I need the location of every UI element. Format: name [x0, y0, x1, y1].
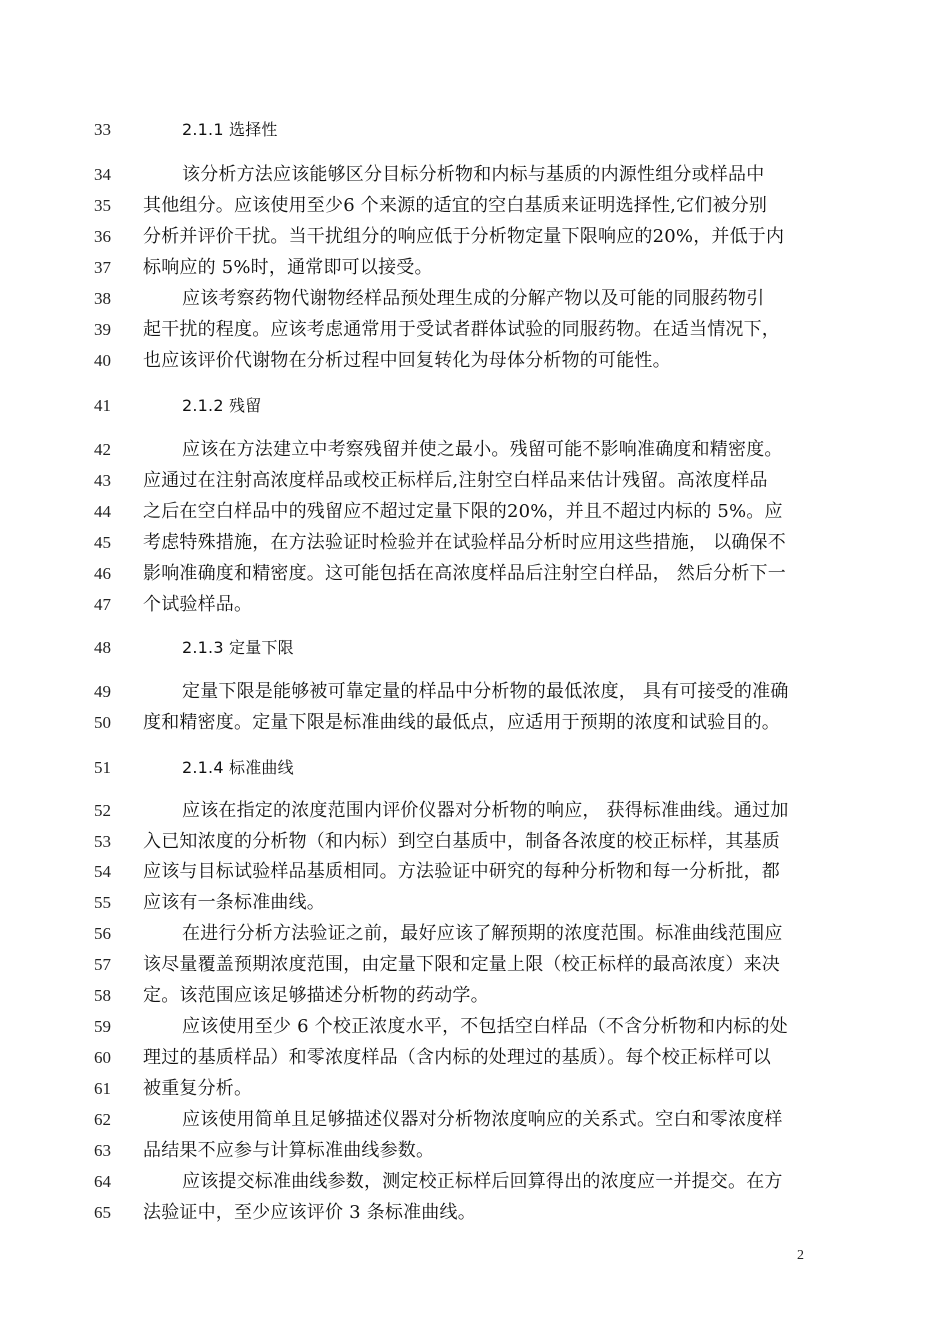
- line-number: 58: [94, 986, 111, 1005]
- line-number: 63: [94, 1141, 111, 1160]
- paragraph-text: 理过的基质样品）和零浓度样品（含内标的处理过的基质）。每个校正标样可以: [143, 1047, 771, 1068]
- section-heading-2-1-1: 2.1.1 选择性: [182, 120, 278, 139]
- line-number: 48: [94, 638, 111, 657]
- line-number: 37: [94, 258, 111, 277]
- line-number: 41: [94, 396, 111, 415]
- line-number: 39: [94, 320, 111, 339]
- line-53: [0, 827, 950, 857]
- line-number: 64: [94, 1172, 111, 1191]
- paragraph-text: 标响应的 5%时，通常即可以接受。: [143, 257, 433, 278]
- line-62: [0, 1105, 950, 1135]
- line-number: 54: [94, 862, 111, 881]
- line-43: [0, 466, 950, 496]
- line-number: 35: [94, 196, 111, 215]
- paragraph-text: 应该使用简单且足够描述仪器对分析物浓度响应的关系式。空白和零浓度样: [182, 1109, 783, 1130]
- line-65: [0, 1198, 950, 1228]
- line-51: [0, 753, 950, 783]
- section-heading-2-1-4: 2.1.4 标准曲线: [182, 758, 294, 777]
- line-39: [0, 315, 950, 345]
- paragraph-text: 应该有一条标准曲线。: [143, 892, 325, 913]
- section-heading-2-1-3: 2.1.3 定量下限: [182, 638, 294, 657]
- page-number: 2: [797, 1248, 804, 1263]
- paragraph-text: 应该在指定的浓度范围内评价仪器对分析物的响应， 获得标准曲线。通过加: [182, 800, 789, 821]
- paragraph-text: 考虑特殊措施，在方法验证时检验并在试验样品分析时应用这些措施， 以确保不: [143, 532, 786, 553]
- line-number: 34: [94, 165, 111, 184]
- paragraph-text: 应通过在注射高浓度样品或校正标样后,注射空白样品来估计残留。高浓度样品: [143, 470, 768, 491]
- paragraph-text: 法验证中，至少应该评价 3 条标准曲线。: [143, 1202, 476, 1223]
- line-54: [0, 857, 950, 887]
- paragraph-text: 应该在方法建立中考察残留并使之最小。残留可能不影响准确度和精密度。: [182, 439, 783, 460]
- line-number: 65: [94, 1203, 111, 1222]
- line-42: [0, 435, 950, 465]
- line-58: [0, 981, 950, 1011]
- line-number: 45: [94, 533, 111, 552]
- line-47: [0, 590, 950, 620]
- section-heading-2-1-2: 2.1.2 残留: [182, 396, 262, 415]
- line-50: [0, 708, 950, 738]
- line-number: 38: [94, 289, 111, 308]
- paragraph-text: 应该提交标准曲线参数，测定校正标样后回算得出的浓度应一并提交。在方: [182, 1171, 783, 1192]
- line-number: 55: [94, 893, 111, 912]
- line-number: 57: [94, 955, 111, 974]
- line-number: 44: [94, 502, 111, 521]
- line-60: [0, 1043, 950, 1073]
- line-number: 42: [94, 440, 111, 459]
- line-33: [0, 115, 950, 145]
- paragraph-text: 影响准确度和精密度。这可能包括在高浓度样品后注射空白样品， 然后分析下一: [143, 563, 786, 584]
- line-59: [0, 1012, 950, 1042]
- paragraph-text: 品结果不应参与计算标准曲线参数。: [143, 1140, 435, 1161]
- line-37: [0, 253, 950, 283]
- line-40: [0, 346, 950, 376]
- line-number: 33: [94, 120, 111, 139]
- paragraph-text: 应该与目标试验样品基质相同。方法验证中研究的每种分析物和每一分析批，都: [143, 861, 780, 882]
- line-number: 52: [94, 801, 111, 820]
- paragraph-text: 被重复分析。: [143, 1078, 253, 1099]
- line-57: [0, 950, 950, 980]
- line-61: [0, 1074, 950, 1104]
- line-36: [0, 222, 950, 252]
- paragraph-text: 该分析方法应该能够区分目标分析物和内标与基质的内源性组分或样品中: [182, 164, 765, 185]
- line-number: 36: [94, 227, 111, 246]
- line-number: 50: [94, 713, 111, 732]
- line-number: 46: [94, 564, 111, 583]
- paragraph-text: 在进行分析方法验证之前，最好应该了解预期的浓度范围。标准曲线范围应: [182, 923, 783, 944]
- line-34: [0, 160, 950, 190]
- line-35: [0, 191, 950, 221]
- paragraph-text: 起干扰的程度。应该考虑通常用于受试者群体试验的同服药物。在适当情况下，: [143, 319, 780, 340]
- line-44: [0, 497, 950, 527]
- line-56: [0, 919, 950, 949]
- line-55: [0, 888, 950, 918]
- line-number: 51: [94, 758, 111, 777]
- paragraph-text: 个试验样品。: [143, 594, 253, 615]
- line-48: [0, 633, 950, 663]
- paragraph-text: 其他组分。应该使用至少6 个来源的适宜的空白基质来证明选择性,它们被分别: [143, 195, 768, 216]
- line-number: 61: [94, 1079, 111, 1098]
- line-63: [0, 1136, 950, 1166]
- paragraph-text: 应该考察药物代谢物经样品预处理生成的分解产物以及可能的同服药物引: [182, 288, 765, 309]
- line-number: 49: [94, 682, 111, 701]
- line-number: 47: [94, 595, 111, 614]
- line-number: 40: [94, 351, 111, 370]
- paragraph-text: 也应该评价代谢物在分析过程中回复转化为母体分析物的可能性。: [143, 350, 671, 371]
- paragraph-text: 之后在空白样品中的残留应不超过定量下限的20%，并且不超过内标的 5%。应: [143, 501, 783, 522]
- line-38: [0, 284, 950, 314]
- line-number: 53: [94, 832, 111, 851]
- line-64: [0, 1167, 950, 1197]
- line-46: [0, 559, 950, 589]
- line-52: [0, 796, 950, 826]
- line-number: 62: [94, 1110, 111, 1129]
- paragraph-text: 分析并评价干扰。当干扰组分的响应低于分析物定量下限响应的20%，并低于内: [143, 226, 785, 247]
- line-number: 59: [94, 1017, 111, 1036]
- paragraph-text: 入已知浓度的分析物（和内标）到空白基质中，制备各浓度的校正标样，其基质: [143, 831, 780, 852]
- line-number: 56: [94, 924, 111, 943]
- line-45: [0, 528, 950, 558]
- line-41: [0, 391, 950, 421]
- line-number: 60: [94, 1048, 111, 1067]
- line-49: [0, 677, 950, 707]
- paragraph-text: 度和精密度。定量下限是标准曲线的最低点，应适用于预期的浓度和试验目的。: [143, 712, 780, 733]
- paragraph-text: 定量下限是能够被可靠定量的样品中分析物的最低浓度， 具有可接受的准确: [182, 681, 789, 702]
- paragraph-text: 该尽量覆盖预期浓度范围，由定量下限和定量上限（校正标样的最高浓度）来决: [143, 954, 780, 975]
- paragraph-text: 应该使用至少 6 个校正浓度水平，不包括空白样品（不含分析物和内标的处: [182, 1016, 788, 1037]
- paragraph-text: 定。该范围应该足够描述分析物的药动学。: [143, 985, 489, 1006]
- line-number: 43: [94, 471, 111, 490]
